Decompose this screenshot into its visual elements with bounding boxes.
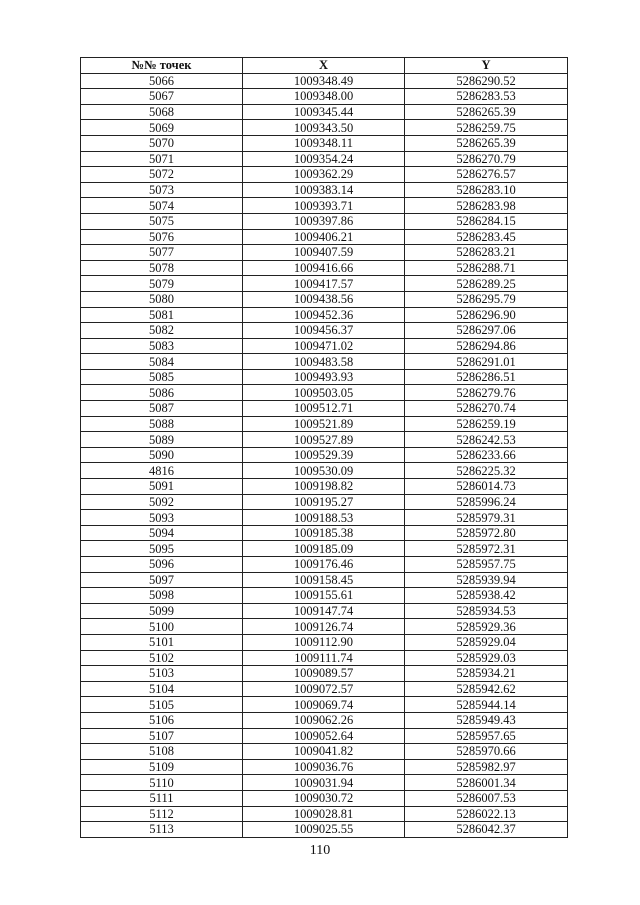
y-coordinate-cell: 5286291.01 [405, 354, 568, 370]
point-number-cell: 5072 [81, 167, 243, 183]
point-number-cell: 5088 [81, 416, 243, 432]
point-number-cell: 5077 [81, 245, 243, 261]
table-row [81, 432, 568, 448]
x-coordinate-cell: 1009348.49 [243, 73, 405, 89]
table-row [81, 276, 568, 292]
x-coordinate-cell: 1009407.59 [243, 245, 405, 261]
table-row [81, 416, 568, 432]
y-coordinate-cell: 5285957.75 [405, 557, 568, 573]
x-coordinate-cell: 1009452.36 [243, 307, 405, 323]
table-row [81, 666, 568, 682]
x-coordinate-cell: 1009493.93 [243, 369, 405, 385]
table-row [81, 401, 568, 417]
y-coordinate-cell: 5286279.76 [405, 385, 568, 401]
x-coordinate-cell: 1009036.76 [243, 759, 405, 775]
y-coordinate-cell: 5286242.53 [405, 432, 568, 448]
y-coordinate-cell: 5286259.75 [405, 120, 568, 136]
point-number-cell: 5097 [81, 572, 243, 588]
point-number-cell: 5094 [81, 525, 243, 541]
point-number-cell: 5071 [81, 151, 243, 167]
y-coordinate-cell: 5285982.97 [405, 759, 568, 775]
table-row [81, 369, 568, 385]
table-row [81, 135, 568, 151]
x-coordinate-cell: 1009527.89 [243, 432, 405, 448]
y-coordinate-cell: 5285944.14 [405, 697, 568, 713]
point-number-cell: 5080 [81, 291, 243, 307]
table-row [81, 697, 568, 713]
x-coordinate-cell: 1009471.02 [243, 338, 405, 354]
point-number-cell: 5090 [81, 447, 243, 463]
table-row [81, 650, 568, 666]
point-number-cell: 5092 [81, 494, 243, 510]
table-header-row [81, 58, 568, 74]
y-coordinate-cell: 5285972.31 [405, 541, 568, 557]
x-coordinate-cell: 1009126.74 [243, 619, 405, 635]
y-coordinate-cell: 5286283.45 [405, 229, 568, 245]
table-row [81, 338, 568, 354]
table-row [81, 822, 568, 838]
x-coordinate-cell: 1009052.64 [243, 728, 405, 744]
y-coordinate-cell: 5286296.90 [405, 307, 568, 323]
table-row [81, 89, 568, 105]
point-number-cell: 5107 [81, 728, 243, 744]
y-coordinate-cell: 5286001.34 [405, 775, 568, 791]
y-coordinate-cell: 5285929.04 [405, 634, 568, 650]
x-coordinate-cell: 1009530.09 [243, 463, 405, 479]
point-number-cell: 5087 [81, 401, 243, 417]
y-coordinate-cell: 5286259.19 [405, 416, 568, 432]
point-number-cell: 5108 [81, 744, 243, 760]
x-coordinate-cell: 1009348.00 [243, 89, 405, 105]
y-coordinate-cell: 5285996.24 [405, 494, 568, 510]
y-coordinate-cell: 5285970.66 [405, 744, 568, 760]
table-row [81, 728, 568, 744]
y-coordinate-cell: 5286265.39 [405, 135, 568, 151]
table-row [81, 463, 568, 479]
y-coordinate-cell: 5285934.21 [405, 666, 568, 682]
point-number-cell: 5084 [81, 354, 243, 370]
x-coordinate-cell: 1009383.14 [243, 182, 405, 198]
point-number-cell: 5066 [81, 73, 243, 89]
x-coordinate-cell: 1009348.11 [243, 135, 405, 151]
table-row [81, 182, 568, 198]
y-coordinate-cell: 5285942.62 [405, 681, 568, 697]
x-coordinate-cell: 1009456.37 [243, 323, 405, 339]
table-row [81, 494, 568, 510]
x-coordinate-cell: 1009028.81 [243, 806, 405, 822]
coordinates-table [80, 57, 568, 838]
table-row [81, 245, 568, 261]
x-coordinate-cell: 1009529.39 [243, 447, 405, 463]
point-number-cell: 5099 [81, 603, 243, 619]
page-number: 110 [309, 843, 331, 858]
point-number-cell: 5093 [81, 510, 243, 526]
x-coordinate-cell: 1009062.26 [243, 712, 405, 728]
y-coordinate-cell: 5286270.79 [405, 151, 568, 167]
x-coordinate-cell: 1009343.50 [243, 120, 405, 136]
y-coordinate-cell: 5285939.94 [405, 572, 568, 588]
point-number-cell: 5075 [81, 213, 243, 229]
x-coordinate-cell: 1009188.53 [243, 510, 405, 526]
y-coordinate-cell: 5286286.51 [405, 369, 568, 385]
y-coordinate-cell: 5286284.15 [405, 213, 568, 229]
point-number-cell: 5068 [81, 104, 243, 120]
x-coordinate-cell: 1009397.86 [243, 213, 405, 229]
table-row [81, 557, 568, 573]
table-body [81, 73, 568, 837]
point-number-cell: 5106 [81, 712, 243, 728]
table-row [81, 198, 568, 214]
x-coordinate-cell: 1009362.29 [243, 167, 405, 183]
y-coordinate-cell: 5285934.53 [405, 603, 568, 619]
x-coordinate-cell: 1009158.45 [243, 572, 405, 588]
y-coordinate-cell: 5286297.06 [405, 323, 568, 339]
point-number-cell: 5113 [81, 822, 243, 838]
table-row [81, 775, 568, 791]
y-coordinate-cell: 5285929.36 [405, 619, 568, 635]
point-number-cell: 5083 [81, 338, 243, 354]
x-coordinate-cell: 1009112.90 [243, 634, 405, 650]
x-coordinate-cell: 1009512.71 [243, 401, 405, 417]
point-number-cell: 5067 [81, 89, 243, 105]
table-row [81, 73, 568, 89]
x-coordinate-cell: 1009155.61 [243, 588, 405, 604]
point-number-cell: 5100 [81, 619, 243, 635]
table-row [81, 447, 568, 463]
point-number-cell: 5082 [81, 323, 243, 339]
y-coordinate-cell: 5286283.98 [405, 198, 568, 214]
point-number-cell: 5078 [81, 260, 243, 276]
point-number-cell: 5112 [81, 806, 243, 822]
x-coordinate-cell: 1009185.38 [243, 525, 405, 541]
y-coordinate-cell: 5285929.03 [405, 650, 568, 666]
y-coordinate-cell: 5286022.13 [405, 806, 568, 822]
table-row [81, 572, 568, 588]
table-row [81, 307, 568, 323]
x-coordinate-cell: 1009345.44 [243, 104, 405, 120]
y-coordinate-cell: 5286270.74 [405, 401, 568, 417]
y-coordinate-cell: 5286283.21 [405, 245, 568, 261]
y-coordinate-cell: 5286007.53 [405, 790, 568, 806]
point-number-cell: 5109 [81, 759, 243, 775]
table-row [81, 385, 568, 401]
y-coordinate-cell: 5286289.25 [405, 276, 568, 292]
y-coordinate-cell: 5286265.39 [405, 104, 568, 120]
column-header-x: X [243, 58, 405, 74]
x-coordinate-cell: 1009416.66 [243, 260, 405, 276]
point-number-cell: 5098 [81, 588, 243, 604]
table-row [81, 167, 568, 183]
point-number-cell: 5096 [81, 557, 243, 573]
x-coordinate-cell: 1009031.94 [243, 775, 405, 791]
point-number-cell: 5073 [81, 182, 243, 198]
y-coordinate-cell: 5285957.65 [405, 728, 568, 744]
point-number-cell: 5091 [81, 479, 243, 495]
point-number-cell: 5095 [81, 541, 243, 557]
x-coordinate-cell: 1009072.57 [243, 681, 405, 697]
x-coordinate-cell: 1009176.46 [243, 557, 405, 573]
point-number-cell: 5070 [81, 135, 243, 151]
table-row [81, 588, 568, 604]
y-coordinate-cell: 5286233.66 [405, 447, 568, 463]
y-coordinate-cell: 5285938.42 [405, 588, 568, 604]
y-coordinate-cell: 5286283.10 [405, 182, 568, 198]
x-coordinate-cell: 1009483.58 [243, 354, 405, 370]
point-number-cell: 5069 [81, 120, 243, 136]
x-coordinate-cell: 1009069.74 [243, 697, 405, 713]
table-row [81, 354, 568, 370]
y-coordinate-cell: 5286276.57 [405, 167, 568, 183]
y-coordinate-cell: 5285949.43 [405, 712, 568, 728]
point-number-cell: 5103 [81, 666, 243, 682]
x-coordinate-cell: 1009406.21 [243, 229, 405, 245]
point-number-cell: 5101 [81, 634, 243, 650]
y-coordinate-cell: 5286014.73 [405, 479, 568, 495]
x-coordinate-cell: 1009147.74 [243, 603, 405, 619]
column-header-y: Y [405, 58, 568, 74]
x-coordinate-cell: 1009041.82 [243, 744, 405, 760]
x-coordinate-cell: 1009393.71 [243, 198, 405, 214]
x-coordinate-cell: 1009089.57 [243, 666, 405, 682]
x-coordinate-cell: 1009030.72 [243, 790, 405, 806]
table-row [81, 790, 568, 806]
y-coordinate-cell: 5285979.31 [405, 510, 568, 526]
y-coordinate-cell: 5286042.37 [405, 822, 568, 838]
table-row [81, 634, 568, 650]
table-row [81, 151, 568, 167]
y-coordinate-cell: 5286295.79 [405, 291, 568, 307]
table-row [81, 260, 568, 276]
point-number-cell: 4816 [81, 463, 243, 479]
x-coordinate-cell: 1009198.82 [243, 479, 405, 495]
table-row [81, 510, 568, 526]
table-row [81, 712, 568, 728]
table-row [81, 291, 568, 307]
point-number-cell: 5079 [81, 276, 243, 292]
table-row [81, 681, 568, 697]
table-row [81, 603, 568, 619]
table-row [81, 759, 568, 775]
table-row [81, 525, 568, 541]
y-coordinate-cell: 5286290.52 [405, 73, 568, 89]
table-row [81, 806, 568, 822]
column-header-point-number: №№ точек [81, 58, 243, 74]
point-number-cell: 5111 [81, 790, 243, 806]
y-coordinate-cell: 5286225.32 [405, 463, 568, 479]
point-number-cell: 5102 [81, 650, 243, 666]
point-number-cell: 5110 [81, 775, 243, 791]
table-row [81, 104, 568, 120]
table-row [81, 323, 568, 339]
x-coordinate-cell: 1009025.55 [243, 822, 405, 838]
y-coordinate-cell: 5286288.71 [405, 260, 568, 276]
point-number-cell: 5081 [81, 307, 243, 323]
point-number-cell: 5086 [81, 385, 243, 401]
point-number-cell: 5074 [81, 198, 243, 214]
table-row [81, 120, 568, 136]
x-coordinate-cell: 1009195.27 [243, 494, 405, 510]
x-coordinate-cell: 1009111.74 [243, 650, 405, 666]
table-row [81, 479, 568, 495]
y-coordinate-cell: 5286283.53 [405, 89, 568, 105]
point-number-cell: 5076 [81, 229, 243, 245]
y-coordinate-cell: 5285972.80 [405, 525, 568, 541]
table-row [81, 213, 568, 229]
point-number-cell: 5105 [81, 697, 243, 713]
x-coordinate-cell: 1009185.09 [243, 541, 405, 557]
x-coordinate-cell: 1009503.05 [243, 385, 405, 401]
x-coordinate-cell: 1009438.56 [243, 291, 405, 307]
point-number-cell: 5085 [81, 369, 243, 385]
point-number-cell: 5104 [81, 681, 243, 697]
x-coordinate-cell: 1009354.24 [243, 151, 405, 167]
point-number-cell: 5089 [81, 432, 243, 448]
table-row [81, 744, 568, 760]
x-coordinate-cell: 1009417.57 [243, 276, 405, 292]
x-coordinate-cell: 1009521.89 [243, 416, 405, 432]
y-coordinate-cell: 5286294.86 [405, 338, 568, 354]
table-row [81, 229, 568, 245]
table-row [81, 541, 568, 557]
table-row [81, 619, 568, 635]
